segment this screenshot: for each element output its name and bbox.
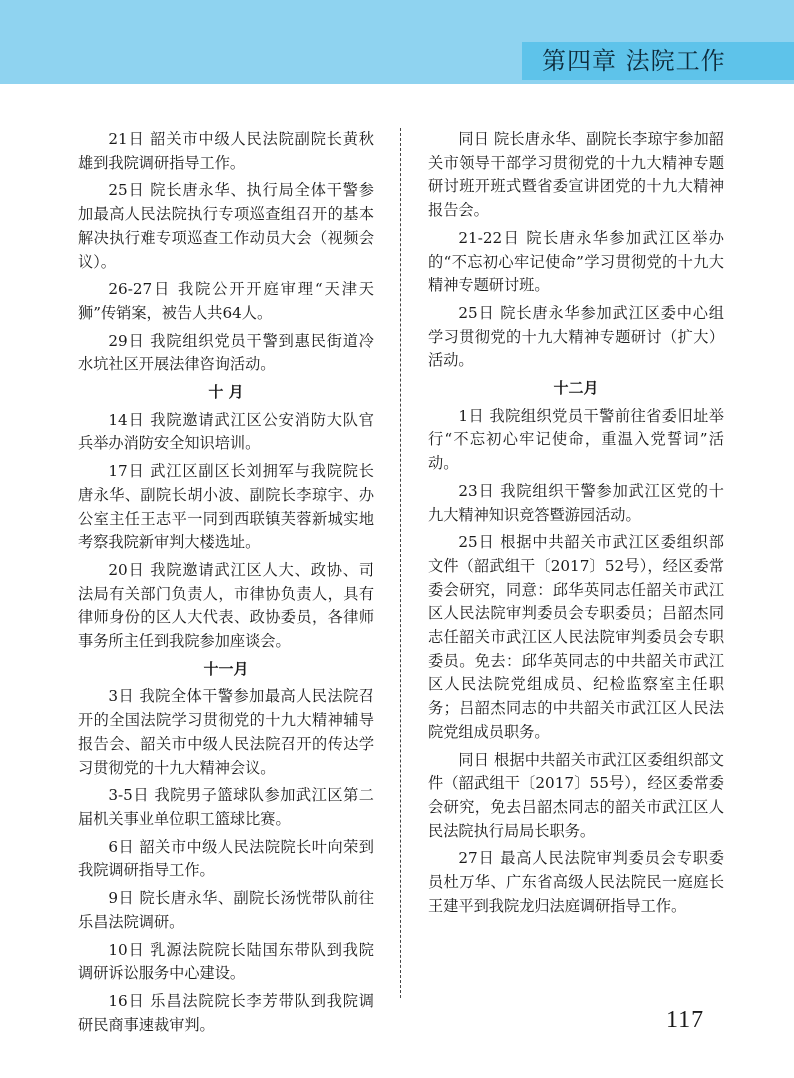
entry-paragraph: 同日 院长唐永华、副院长李琼宇参加韶关市领导干部学习贯彻党的十九大精神专题研讨班开班式暨省委宣讲团党的十九大精神报告会。 <box>428 130 724 220</box>
entry-paragraph: 23日 我院组织干警参加武江区党的十九大精神知识竞答暨游园活动。 <box>428 481 724 524</box>
entry-paragraph: 1日 我院组织党员干警前往省委旧址举行“不忘初心牢记使命，重温入党誓词”活动。 <box>428 406 724 473</box>
entry-paragraph: 29日 我院组织党员干警到惠民街道冷水坑社区开展法律咨询活动。 <box>78 331 374 374</box>
entry-paragraph: 25日 院长唐永华、执行局全体干警参加最高人民法院执行专项巡查组召开的基本解决执行难专项巡查工作动员大会（视频会议）。 <box>78 181 374 271</box>
entry-paragraph: 10日 乳源法院院长陆国东带队到我院调研诉讼服务中心建设。 <box>78 940 374 983</box>
entry-paragraph: 6日 韶关市中级人民法院院长叶向荣到我院调研指导工作。 <box>78 837 374 880</box>
entry-paragraph: 17日 武江区副区长刘拥军与我院院长唐永华、副院长胡小波、副院长李琼宇、办公室主任王志平一同到西联镇芙蓉新城实地考察我院新审判大楼选址。 <box>78 462 374 552</box>
entry-paragraph: 21日 韶关市中级人民法院副院长黄秋雄到我院调研指导工作。 <box>78 130 374 172</box>
entry-paragraph: 14日 我院邀请武江区公安消防大队官兵举办消防安全知识培训。 <box>78 410 374 453</box>
month-heading-october: 十 月 <box>208 383 244 402</box>
month-heading-november: 十一月 <box>203 659 249 678</box>
page-number: 117 <box>666 1007 705 1033</box>
entry-paragraph: 26-27日 我院公开开庭审理“天津天狮”传销案，被告人共64人。 <box>78 280 374 322</box>
entry-paragraph: 3日 我院全体干警参加最高人民法院召开的全国法院学习贯彻党的十九大精神辅导报告会、韶关市中级人民法院召开的传达学习贯彻党的十九大精神会议。 <box>78 687 374 777</box>
chapter-title: 第四章 法院工作 <box>522 42 794 80</box>
entry-paragraph: 20日 我院邀请武江区人大、政协、司法局有关部门负责人，市律协负责人，具有律师身份的区人大代表、政协委员，各律师事务所主任到我院参加座谈会。 <box>78 560 374 651</box>
left-column <box>78 128 374 1041</box>
entry-paragraph: 同日 根据中共韶关市武江区委组织部文件（韶武组干〔2017〕55号），经区委常委会研究，免去吕韶杰同志的韶关市武江区人民法院执行局局长职务。 <box>428 750 724 840</box>
entry-paragraph: 27日 最高人民法院审判委员会专职委员杜万华、广东省高级人民法院民一庭庭长王建平到我院龙归法庭调研指导工作。 <box>428 849 724 915</box>
entry-paragraph: 3-5日 我院男子篮球队参加武江区第二届机关事业单位职工篮球比赛。 <box>78 786 374 828</box>
entry-paragraph: 21-22日 院长唐永华参加武江区举办的“不忘初心牢记使命”学习贯彻党的十九大精神专题研讨班。 <box>428 228 724 295</box>
right-column <box>428 128 724 923</box>
column-divider <box>400 128 401 998</box>
entry-paragraph: 16日 乐昌法院院长李芳带队到我院调研民商事速裁审判。 <box>78 991 374 1034</box>
entry-paragraph: 25日 院长唐永华参加武江区委中心组学习贯彻党的十九大精神专题研讨（扩大）活动。 <box>428 303 724 370</box>
month-heading-december: 十二月 <box>553 379 599 398</box>
entry-paragraph: 9日 院长唐永华、副院长汤恍带队前往乐昌法院调研。 <box>78 889 374 931</box>
entry-paragraph: 25日 根据中共韶关市武江区委组织部文件（韶武组干〔2017〕52号），经区委常委会研究，同意：邱华英同志任韶关市武江区人民法院审判委员会专职委员；吕韶杰同志任韶关市武江区人民法院审判委员会专职委员。免去：邱华英同志的中共韶关市武江区人民法院党组成员、纪检监察室主任职务；吕韶杰同志的中共韶关市武江区人民法院党组成员职务。 <box>428 533 724 741</box>
